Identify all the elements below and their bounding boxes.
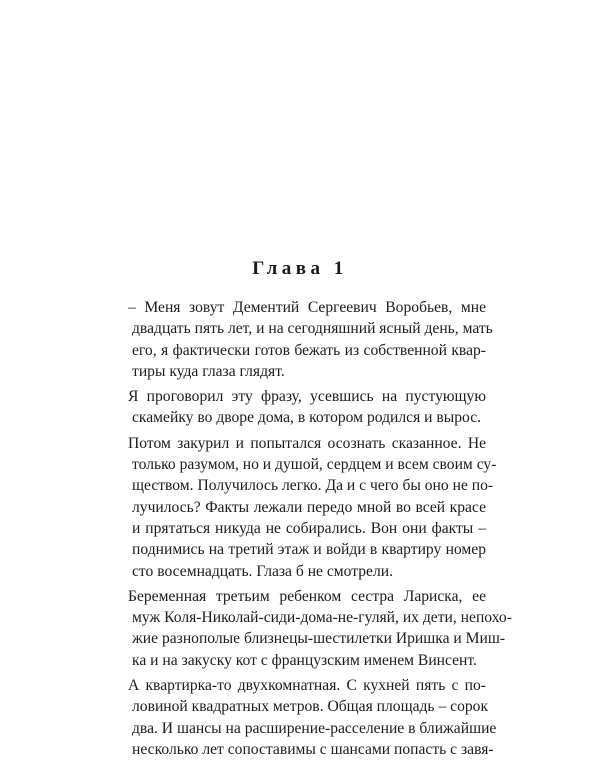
text-line: сто восемнадцать. Глаза б не смотрели. bbox=[132, 562, 394, 580]
text-line: его, я фактически готов бежать из собственной квар- bbox=[132, 341, 486, 359]
text-line: – Меня зовут Дементий Сергеевич Воробьев, мне bbox=[128, 299, 486, 316]
text-line: и прятаться никуда не собирались. Вон они факты – bbox=[132, 519, 486, 537]
text-line: лучилось? Факты лежали передо мной во всей красе bbox=[132, 498, 486, 516]
text-line: муж Коля-Николай-сиди-дома-не-гуляй, их дети, непохо- bbox=[132, 609, 512, 627]
paragraph bbox=[112, 586, 512, 671]
text-line: ществом. Получилось легко. Да и с чего бы оно не по- bbox=[132, 477, 494, 495]
text-line: только разумом, но и душой, сердцем и всем своим су- bbox=[132, 456, 497, 474]
text-line: А квартирка-то двухкомнатная. С кухней пять с по- bbox=[128, 677, 486, 695]
text-line: тиры куда глаза глядят. bbox=[132, 362, 285, 380]
paragraph bbox=[112, 433, 497, 582]
text-line: поднимись на третий этаж и войди в квартиру номер bbox=[132, 541, 486, 559]
text-line: два. И шансы на расширение-расселение в ближайшие bbox=[132, 719, 497, 737]
chapter-title: Глава 1 bbox=[252, 258, 348, 279]
text-line: ка и на закуску кот с французским именем Винсент. bbox=[132, 651, 477, 669]
text-line: жие разнополые близнецы-шестилетки Иришка и Миш- bbox=[132, 630, 506, 648]
text-line: ловиной квадратных метров. Общая площадь – сорок bbox=[132, 698, 489, 716]
paragraph bbox=[112, 297, 493, 382]
text-line: Я проговорил эту фразу, усевшись на пустующую bbox=[128, 388, 486, 406]
body-text bbox=[112, 297, 512, 764]
paragraph bbox=[112, 386, 486, 429]
text-line: скамейку во дворе дома, в котором родился и вырос. bbox=[132, 409, 482, 427]
text-line: несколько лет сопоставимы с шансами попасть с завя- bbox=[132, 740, 494, 758]
text-line: Беременная третьим ребенком сестра Лариска, ее bbox=[128, 587, 486, 605]
paragraph bbox=[112, 675, 497, 760]
text-line: Потом закурил и попытался осознать сказанное. Не bbox=[128, 434, 486, 452]
text-line: двадцать пять лет, и на сегодняшний ясный день, мать bbox=[132, 320, 493, 338]
